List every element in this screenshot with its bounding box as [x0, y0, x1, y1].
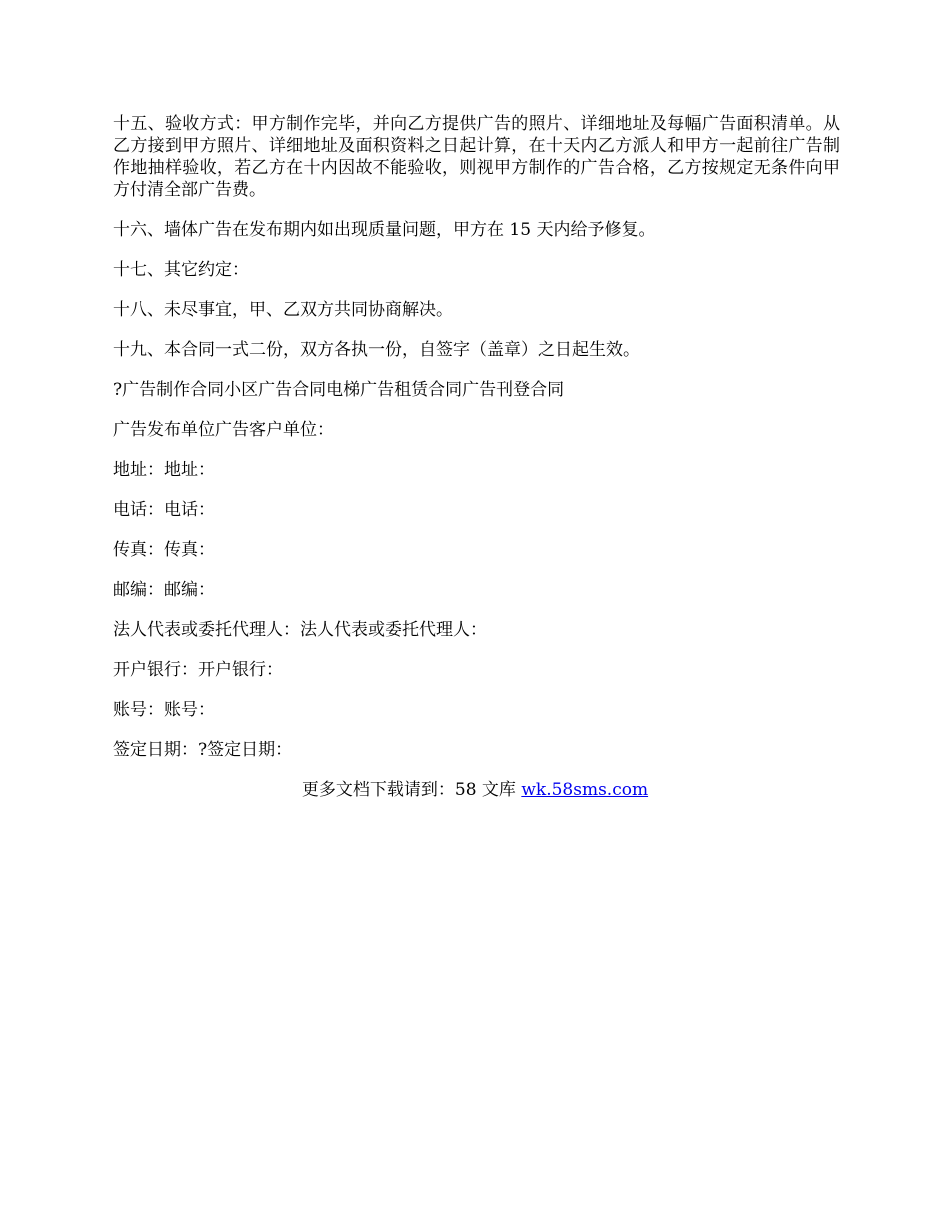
download-footer: [0, 779, 950, 801]
footer-link[interactable]: wk.58sms.com: [521, 780, 649, 800]
address-line: 地址：地址：: [113, 460, 215, 480]
footer-text: 更多文档下载请到：58 文库: [301, 780, 522, 800]
clause-16-repair: 十六、墙体广告在发布期内如出现质量问题，甲方在 15 天内给予修复。: [113, 220, 656, 240]
representative-line: 法人代表或委托代理人：法人代表或委托代理人：: [113, 620, 487, 640]
postcode-line: 邮编：邮编：: [113, 580, 215, 600]
sign-date-line: 签定日期：?签定日期：: [113, 740, 293, 760]
bank-line: 开户银行：开户银行：: [113, 660, 283, 680]
document-body: [113, 113, 840, 779]
account-line: 账号：账号：: [113, 700, 215, 720]
clause-17-other: 十七、其它约定：: [113, 260, 249, 280]
fax-line: 传真：传真：: [113, 540, 215, 560]
clause-15-acceptance: 十五、验收方式：甲方制作完毕，并向乙方提供广告的照片、详细地址及每幅广告面积清单。从乙方接到甲方照片、详细地址及面积资料之日起计算，在十天内乙方派人和甲方一起前往广告制作地抽样验收，若乙方在十内因故不能验收，则视甲方制作的广告合格，乙方按规定无条件向甲方付清全部广告费。: [113, 114, 840, 200]
party-units: 广告发布单位广告客户单位：: [113, 420, 334, 440]
phone-line: 电话：电话：: [113, 500, 215, 520]
clause-19-effective: 十九、本合同一式二份，双方各执一份，自签字（盖章）之日起生效。: [113, 340, 640, 360]
clause-18-negotiation: 十八、未尽事宜，甲、乙双方共同协商解决。: [113, 300, 453, 320]
related-contracts: ?广告制作合同小区广告合同电梯广告租赁合同广告刊登合同: [113, 380, 565, 400]
